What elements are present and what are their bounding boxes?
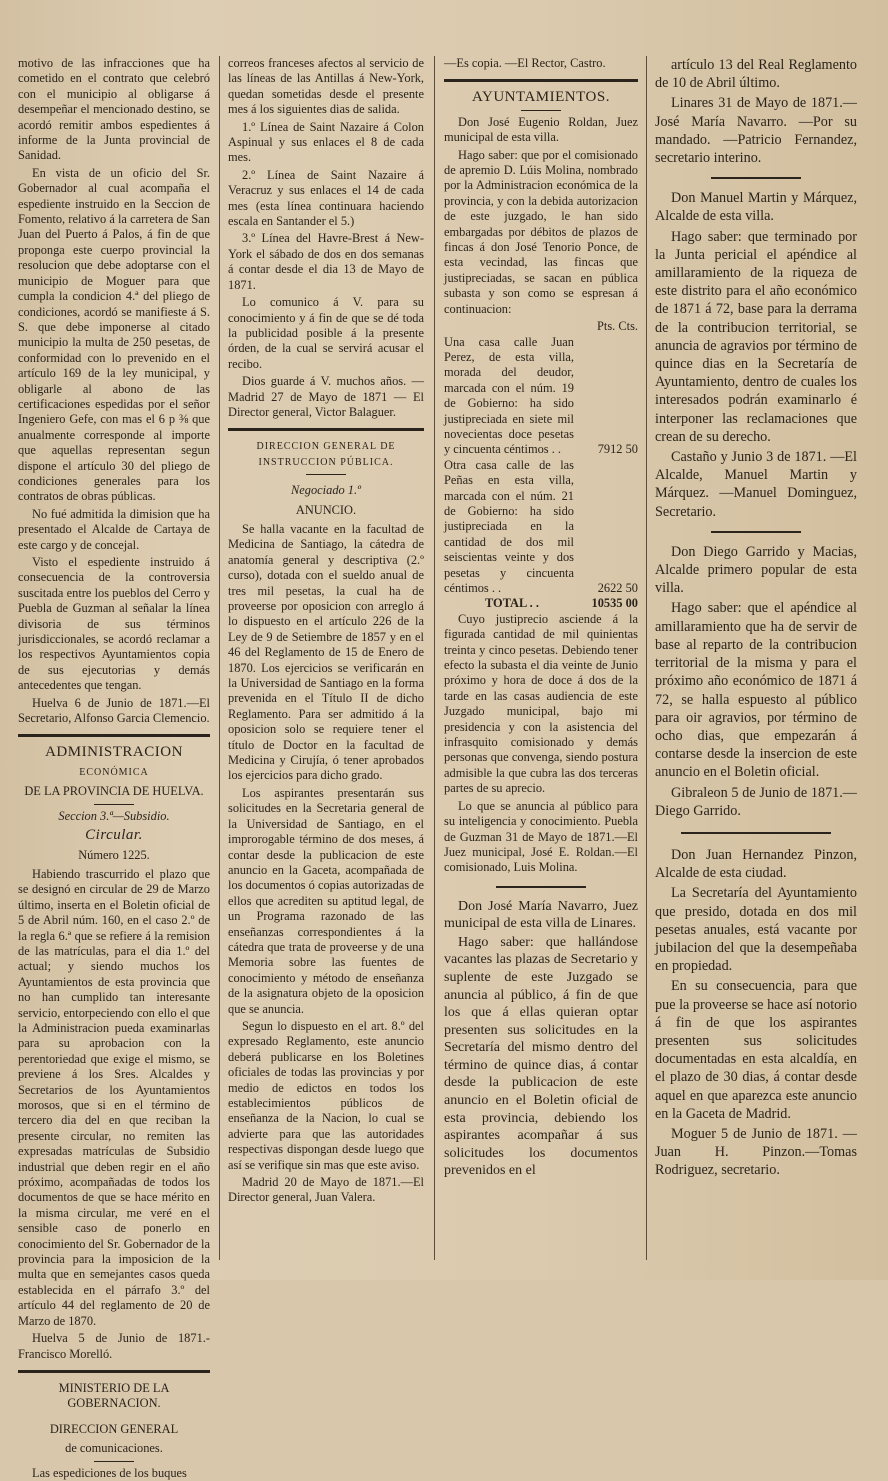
paragraph: No fué admitida la dimision que ha presentado el Alcalde de Cartaya de este cargo y de concejal.: [18, 506, 210, 552]
section-divider: [228, 428, 424, 431]
paragraph: Los aspirantes presentarán sus solicitudes en la Secretaria general de la Universidad de Santiago, en el improrogable término de dos meses, á contar desde la publicacion de este anuncio en la Gaceta, acompañada de los documentos ó copias autorizadas de ellos que acrediten su aptitud legal, de un Programa razonado de las enseñanzas correspondientes á la cátedra que trata de proveerse y de una Memoria sobre las fuentes de conocimiento y método de enseñanza de la asignatura objeto de la oposicion que se anuncia.: [228, 785, 424, 1016]
column-4: [655, 56, 857, 1266]
paragraph: Hago saber: que el apéndice al amillaramiento que ha de servir de base al reparto de la contribucion territorial de la misma y para el próximo año económico de 1871 á 72, se halla espuesto al público para oir agravios, por término de ocho dias, que empezarán á contarse desde la insercion de este anuncio en el Boletin oficial.: [655, 600, 857, 781]
section-subheading: DIRECCION GENERAL: [49, 1421, 179, 1436]
circular-title: Circular.: [85, 827, 143, 844]
paragraph: Hago saber: que hallándose vacantes las plazas de Secretario y suplente de este Juzgado se anuncia al público, á fin de que los que á ellas quieran optar presenten sus solicitudes en la Secretaría del mismo dentro del término de quince dias, á contar desde la publicacion de este anuncio en el Boletin oficial de esta provincia, debiendo los aspirantes acompañar á sus solicitudes los documentos prevenidos en el: [444, 934, 638, 1179]
negociado-label: Negociado 1.º: [291, 483, 361, 498]
paragraph: Lo comunico á V. para su conocimiento y á fin de que se dé toda la publicidad posible á la presente órden, de la cual se servirá acusar el recibo.: [228, 295, 424, 371]
signature-line: Moguer 5 de Junio de 1871. —Juan H. Pinzon.—Tomas Rodriguez, secretario.: [655, 1125, 857, 1179]
section-label: Seccion 3.ª—Subsidio.: [58, 808, 170, 823]
section-heading: DIRECCION GENERAL DE INSTRUCCION PÚBLICA.: [256, 441, 396, 468]
column-divider: [646, 56, 647, 1260]
paragraph: Cuyo justiprecio asciende á la figurada cantidad de mil quinientas treinta y cinco pesetas. Debiendo tener efecto la subasta el dia veinte de Junio próximo y hora de doce á dos de la tarde en las casas audiencia de este Juzgado municipal, bajo mi presidencia y con la asistencia del infrasquito comisionado y demás personas que convenga, siendo postura admisible la que cubra las dos terceras partes de su aprecio.: [444, 611, 638, 796]
paragraph: Don José Eugenio Roldan, Juez municipal de esta villa.: [444, 114, 638, 145]
table-row: [444, 335, 638, 458]
item-amount: 7912 50: [597, 442, 638, 457]
item-description: Otra casa calle de las Peñas en esta villa, marcada con el núm. 21 de Gobierno: ha sido justipreciada en la cantidad de dos mil seiscientas veinte y dos pesetas y cincuenta céntimos . .: [444, 457, 574, 595]
paragraph: Lo que se anuncia al público para su inteligencia y conocimiento. Puebla de Guzman 31 de Mayo de 1871.—El Juez municipal, José E. Roldan.—El comisionado, Luis Molina.: [444, 798, 638, 875]
price-header: Pts. Cts.: [597, 319, 638, 334]
paragraph: artículo 13 del Real Reglamento de 10 de Abril último.: [655, 57, 857, 92]
paragraph: 1.º Línea de Saint Nazaire á Colon Aspinual y sus enlaces el 8 de cada mes.: [228, 119, 424, 165]
paragraph: Visto el espediente instruido á consecuencia de la controversia suscitada entre los pueblos del Cerro y Puebla de Guzman al señalar la línea divisoria de sus términos jurisdiccionales, se acordó reclamar a los respectivos Ayuntamientos copia de sus ejecutorias y demás antecedentes que tengan.: [18, 555, 210, 693]
divider: [681, 832, 831, 834]
divider: [711, 531, 801, 533]
paragraph: 2.º Línea de Saint Nazaire á Veracruz y sus enlaces el 14 de cada mes (esta línea continuara haciendo escala en Santander el 5.): [228, 167, 424, 229]
total-row: [444, 596, 638, 611]
paragraph: Don Juan Hernandez Pinzon, Alcalde de esta ciudad.: [655, 846, 857, 882]
signature-line: Linares 31 de Mayo de 1871.—José María Navarro. —Por su mandado. —Patricio Fernandez, secretario interino.: [655, 95, 857, 167]
section-heading: ADMINISTRACION: [45, 744, 183, 761]
section-divider: [18, 734, 210, 737]
paragraph: Hago saber: que por el comisionado de apremio D. Lúis Molina, nombrado por la Administracion económica de la provincia, y con la debida autorizacion de este juzgado, le han sido embargadas por débitos de plazos de fincas á don José Tenorio Ponce, de esta vecindad, las fincas que justipreciadas, se sacan en pública subasta y son como se espresan á continuacion:: [444, 147, 638, 316]
table-row: [444, 458, 638, 597]
signature-line: Huelva 6 de Junio de 1871.—El Secretario, Alfonso Garcia Clemencio.: [18, 695, 210, 726]
paragraph: Hago saber: que terminado por la Junta pericial el apéndice al amillaramiento de la riqueza de este distrito para el año económico de 1871 á 72, base para la derrama de la contribucion territorial, se anuncia de agravios por término de quince dias en la Secretaría de Ayuntamiento, dentro de cuales los interesados podrán examinarlo é interponer las reclamaciones que crean de su derecho.: [655, 228, 857, 445]
total-label: TOTAL . .: [485, 596, 539, 611]
signature-line: Gibraleon 5 de Junio de 1871.—Diego Garrido.: [655, 784, 857, 819]
column-1: [18, 56, 210, 1480]
paragraph: Las espediciones de los buques: [32, 1465, 187, 1480]
price-table: [444, 319, 638, 612]
copy-note: —Es copia. —El Rector, Castro.: [444, 56, 606, 70]
section-heading: MINISTERIO DE LA GOBERNACION.: [58, 1380, 170, 1411]
divider: [496, 886, 586, 888]
column-3: [444, 56, 638, 1266]
section-divider: [444, 79, 638, 82]
circular-number: Número 1225.: [78, 847, 150, 862]
paragraph: Se halla vacante en la facultad de Medicina de Santiago, la cátedra de anatomía general y descriptiva (2.º curso), dotada con el sueldo anual de tres mil pesetas, la cual ha de proveerse por oposicion con arreglo á lo dispuesto en el artículo 226 de la Ley de 9 de Setiembre de 1857 y en el 46 del Reglamento de 15 de Enero de 1870. Los ejercicios se verificarán en la Universidad de Santiago en la forma prevenida en el Título II de dicho Reglamento. Para ser admitido á la oposicion solo se requiere tener el título de Doctor en la facultad de Medicina y Cirujía, ó tener aprobados los ejercicios para dicho grado.: [228, 521, 424, 783]
paragraph: La Secretaría del Ayuntamiento que presido, dotada en dos mil pesetas anuales, está vacante por jubilacion del que la desempeñaba en propiedad.: [655, 885, 857, 975]
column-divider: [434, 56, 435, 1260]
paragraph: correos franceses afectos al servicio de las líneas de las Antillas á New-York, quedan sometidas desde el presente mes á los siguientes dias de salida.: [228, 56, 424, 117]
divider: [521, 110, 561, 111]
paragraph: En vista de un oficio del Sr. Gobernador al cual acompaña el espediente instruido en la Seccion de Fomento, relativo á la carretera de San Juan del Puerto á Palos, á fin de que proponga este cuerpo provincial la resolucion que debe adoptarse con el municipio de Moguer para que cumpla la condicion 4.ª del pliego de condiciones, acordó se manifieste á S. S. que debe imponerse al citado municipio la multa de 250 pesetas, de conformidad con lo prevenido en el artículo 169 de la ley municipal, y obligarle al abono de las certificaciones espedidas por el señor Ingeniero Gefe, con mas el 6 p ⅜ que anualmente corresponde al importe que aquellas representan segun dispone el artículo 30 del pliego de condiciones generales para los contratos de obras públicas.: [18, 165, 210, 504]
signature-line: Huelva 5 de Junio de 1871.-Francisco Morelló.: [18, 1331, 210, 1361]
paragraph: Segun lo dispuesto en el art. 8.º del expresado Reglamento, este anuncio deberá publicarse en los Boletines oficiales de todas las provincias y por medio de edictos en todos los establecimientos públicos de enseñanza de la Nacion, lo cual se advierte para que las autoridades respectivas dispongan desde luego que así se verifique sin mas que este aviso.: [228, 1018, 424, 1172]
paragraph: Don Diego Garrido y Macias, Alcalde primero popular de esta villa.: [655, 543, 857, 597]
signature-line: Madrid 20 de Mayo de 1871.—El Director general, Juan Valera.: [228, 1175, 424, 1205]
signature-line: Dios guarde á V. muchos años. —Madrid 27 de Mayo de 1871 — El Director general, Victor Balaguer.: [228, 374, 424, 419]
section-heading: AYUNTAMIENTOS.: [472, 89, 610, 106]
divider: [94, 1461, 134, 1462]
anuncio-title: ANUNCIO.: [295, 502, 357, 517]
paragraph: motivo de las infracciones que ha cometido en el contrato que celebró con el municipio al obligarse á desempeñar el mencionado destino, se acordó remitir ambos espedientes á informe de la Junta provincial de Sanidad.: [18, 56, 210, 163]
section-divider: [18, 1370, 210, 1373]
divider: [94, 804, 134, 805]
section-subheading: ECONÓMICA: [79, 766, 149, 778]
section-subheading: DE LA PROVINCIA DE HUELVA.: [24, 784, 204, 799]
divider: [711, 177, 801, 179]
item-amount: 2622 50: [597, 581, 638, 595]
item-description: Una casa calle Juan Perez, de esta villa, morada del deudor, marcada con el núm. 19 de Gobierno: ha sido justipreciada en siete mil novecientas doce pesetas y cincuenta céntimos . .: [444, 334, 574, 457]
total-amount: 10535 00: [591, 596, 638, 611]
paragraph: Habiendo trascurrido el plazo que se designó en circular de 29 de Marzo último, inserta en el Boletin oficial de 5 de Abril núm. 160, en el caso 2.º de la regla 6.ª que se refiere á la remision de las matrículas, para el dia 1.º del actual; y siendo muchos los Ayuntamientos de esta provincia que no han cumplido tan interesante servicio, entorpeciendo con ello el que la Administracion pueda examinarlas para su aprobacion con la perentoriedad que exige el mismo, se previene á los Sres. Alcaldes y Secretarios de los Ayuntamientos morosos, que si en el término de tercero dia del en que reciban la presente circular, no remiten las expresadas matrículas de Subsidio industrial que deben regir en el año próximo, acompañadas de todos los documentos de que se hace mérito en la misma circular, me veré en el sensible caso de ponerlo en conocimiento del Sr. Gobernador de la provincia para la imposicion de la multa que en semejantes casos queda establecida en el párrafo 3.º del artículo 44 del reglamento de 20 de Marzo de 1870.: [18, 866, 210, 1328]
column-divider: [219, 56, 220, 1260]
paragraph: En su consecuencia, para que pue la proveerse se hace así notorio á fin de que los aspirantes presenten sus solicitudes documentadas en esta alcaldía, en el plazo de 30 dias, á contar desde aquel en que aparezca este anuncio en la Gaceta de Madrid.: [655, 978, 857, 1122]
section-subheading: de comunicaciones.: [65, 1441, 163, 1456]
column-2: [228, 56, 424, 1266]
paragraph: Don Manuel Martin y Márquez, Alcalde de esta villa.: [655, 190, 857, 225]
divider: [306, 474, 346, 475]
paragraph: Don José María Navarro, Juez municipal de esta villa de Linares.: [444, 898, 638, 931]
paragraph: 3.º Línea del Havre-Brest á New-York el sábado de dos en dos semanas á contar desde el dia 13 de Mayo de 1871.: [228, 231, 424, 292]
signature-line: Castaño y Junio 3 de 1871. —El Alcalde, Manuel Martin y Márquez. —Manuel Dominguez, Secretario.: [655, 449, 857, 520]
